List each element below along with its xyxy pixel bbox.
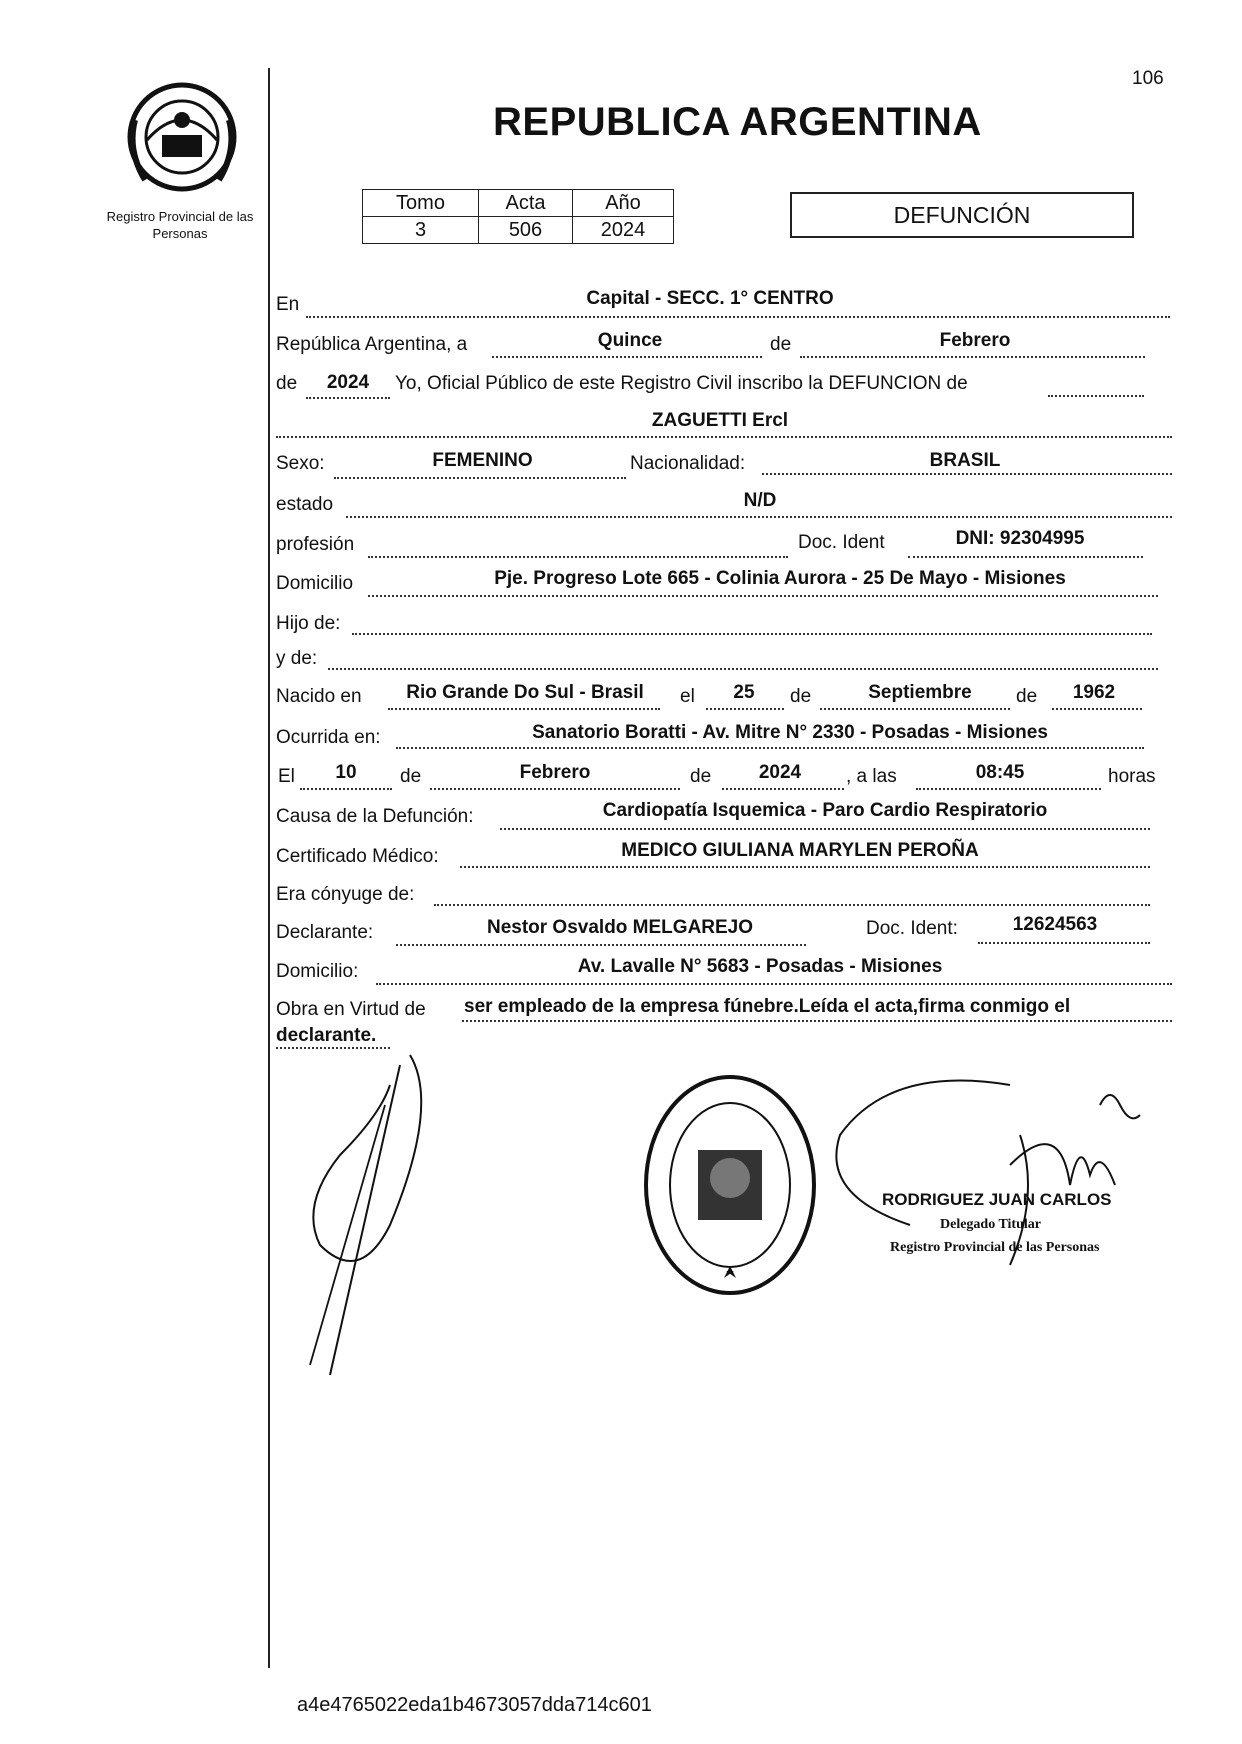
- label-hijo-de: Hijo de:: [276, 613, 341, 634]
- day-value: Quince: [597, 330, 663, 351]
- label-en: En: [276, 294, 300, 315]
- deceased-name: ZAGUETTI Ercl: [651, 410, 789, 431]
- dotted-line: [328, 668, 1158, 670]
- registry-label: Registro Provincial de las Personas: [106, 209, 254, 241]
- table-cell: 3: [363, 217, 479, 244]
- dotted-line: [916, 788, 1101, 790]
- label-doc-ident-declarant: Doc. Ident:: [866, 918, 958, 939]
- signer-name: RODRIGUEZ JUAN CARLOS: [882, 1190, 1112, 1209]
- label-doc-ident: Doc. Ident: [798, 532, 885, 553]
- dotted-line: [908, 556, 1143, 558]
- id-value: DNI: 92304995: [955, 528, 1085, 549]
- birthplace-value: Rio Grande Do Sul - Brasil: [406, 682, 644, 703]
- sex-value: FEMENINO: [432, 450, 533, 471]
- label-yo: Yo, Oficial Público de este Registro Civil inscribo la DEFUNCION de: [395, 373, 968, 394]
- dotted-line: [978, 942, 1150, 944]
- month-value: Febrero: [939, 330, 1011, 351]
- obra-line-2: declarante.: [276, 1025, 377, 1046]
- certifier-value: MEDICO GIULIANA MARYLEN PEROÑA: [621, 840, 979, 861]
- dotted-line: [722, 788, 844, 790]
- dotted-line: [820, 708, 1010, 710]
- label-obra: Obra en Virtud de: [276, 999, 426, 1020]
- address-value: Pje. Progreso Lote 665 - Colinia Aurora - 25 De Mayo - Misiones: [494, 568, 1066, 589]
- death-year-value: 2024: [758, 762, 802, 783]
- label-republica: República Argentina, a: [276, 334, 468, 355]
- dotted-line: [346, 516, 1172, 518]
- label-de: de: [770, 334, 792, 355]
- dotted-line: [368, 595, 1158, 597]
- label-sexo: Sexo:: [276, 453, 325, 474]
- label-de-birth-year: de: [1016, 686, 1038, 707]
- dotted-line: [306, 316, 1170, 318]
- dotted-line: [462, 1020, 1172, 1022]
- dotted-line: [306, 397, 390, 399]
- dotted-line: [492, 356, 762, 358]
- birth-day-value: 25: [733, 682, 755, 703]
- registry-table: [362, 189, 674, 244]
- birth-year-value: 1962: [1072, 682, 1116, 703]
- place-value: Capital - SECC. 1° CENTRO: [586, 288, 834, 309]
- label-conyuge: Era cónyuge de:: [276, 884, 415, 905]
- year-value: 2024: [326, 372, 370, 393]
- declarant-address-value: Av. Lavalle N° 5683 - Posadas - Misiones: [577, 956, 943, 977]
- dotted-line: [762, 473, 1172, 475]
- label-de-death-year: de: [690, 766, 712, 787]
- page-number: 106: [1132, 68, 1164, 89]
- label-declarante: Declarante:: [276, 922, 374, 943]
- dotted-line: [1052, 708, 1142, 710]
- label-y-de: y de:: [276, 648, 318, 669]
- table-cell: 506: [479, 217, 573, 244]
- label-causa: Causa de la Defunción:: [276, 806, 474, 827]
- death-day-value: 10: [335, 762, 357, 783]
- label-estado: estado: [276, 494, 334, 515]
- dotted-line: [460, 866, 1150, 868]
- cause-value: Cardiopatía Isquemica - Paro Cardio Respiratorio: [602, 800, 1048, 821]
- dotted-line: [396, 747, 1144, 749]
- label-profesion: profesión: [276, 534, 355, 555]
- label-El: El: [278, 766, 295, 787]
- dotted-line: [300, 788, 392, 790]
- death-place-value: Sanatorio Boratti - Av. Mitre N° 2330 - Posadas - Misiones: [532, 722, 1048, 743]
- dotted-line: [500, 828, 1150, 830]
- document-hash: a4e4765022eda1b4673057dda714c601: [297, 1694, 652, 1716]
- obra-line-1: ser empleado de la empresa fúnebre.Leída el acta,firma conmigo el: [464, 996, 1071, 1017]
- civil-status-value: N/D: [743, 490, 777, 511]
- dotted-line: [706, 708, 784, 710]
- birth-month-value: Septiembre: [868, 682, 972, 703]
- death-time-value: 08:45: [975, 762, 1025, 783]
- declarant-value: Nestor Osvaldo MELGAREJO: [486, 917, 754, 938]
- dotted-line: [800, 356, 1145, 358]
- table-header: Acta: [479, 190, 573, 217]
- death-month-value: Febrero: [519, 762, 591, 783]
- label-nacido-en: Nacido en: [276, 686, 362, 707]
- dotted-line: [376, 983, 1172, 985]
- document-title: REPUBLICA ARGENTINA: [493, 100, 982, 144]
- label-a-las: , a las: [846, 766, 897, 787]
- dotted-line: [368, 556, 788, 558]
- margin-line: [268, 68, 270, 1668]
- label-ocurrida: Ocurrida en:: [276, 727, 381, 748]
- dotted-line: [352, 633, 1152, 635]
- label-de-year: de: [276, 373, 298, 394]
- dotted-line: [1048, 395, 1144, 397]
- label-de-death-month: de: [400, 766, 422, 787]
- dotted-line: [434, 904, 1150, 906]
- declarant-signature: [290, 1045, 450, 1385]
- declarant-id-value: 12624563: [1012, 914, 1098, 935]
- dotted-line: [276, 436, 1172, 438]
- signer-role: Delegado Titular: [940, 1217, 1041, 1232]
- table-header: Tomo: [363, 190, 479, 217]
- provincial-seal-icon: [125, 80, 240, 195]
- label-el: el: [680, 686, 695, 707]
- table-header: Año: [573, 190, 674, 217]
- official-stamp-icon: [640, 1070, 820, 1300]
- label-de-birth-month: de: [790, 686, 812, 707]
- label-domicilio-declarant: Domicilio:: [276, 961, 359, 982]
- table-cell: 2024: [573, 217, 674, 244]
- dotted-line: [388, 708, 660, 710]
- label-nacionalidad: Nacionalidad:: [630, 453, 746, 474]
- dotted-line: [334, 477, 626, 479]
- dotted-line: [396, 944, 806, 946]
- nationality-value: BRASIL: [929, 450, 1001, 471]
- record-type-box: DEFUNCIÓN: [790, 192, 1134, 238]
- dotted-line: [430, 788, 680, 790]
- label-domicilio: Domicilio: [276, 573, 354, 594]
- label-horas: horas: [1108, 766, 1156, 787]
- label-certificado: Certificado Médico:: [276, 846, 439, 867]
- signer-office: Registro Provincial de las Personas: [890, 1240, 1100, 1255]
